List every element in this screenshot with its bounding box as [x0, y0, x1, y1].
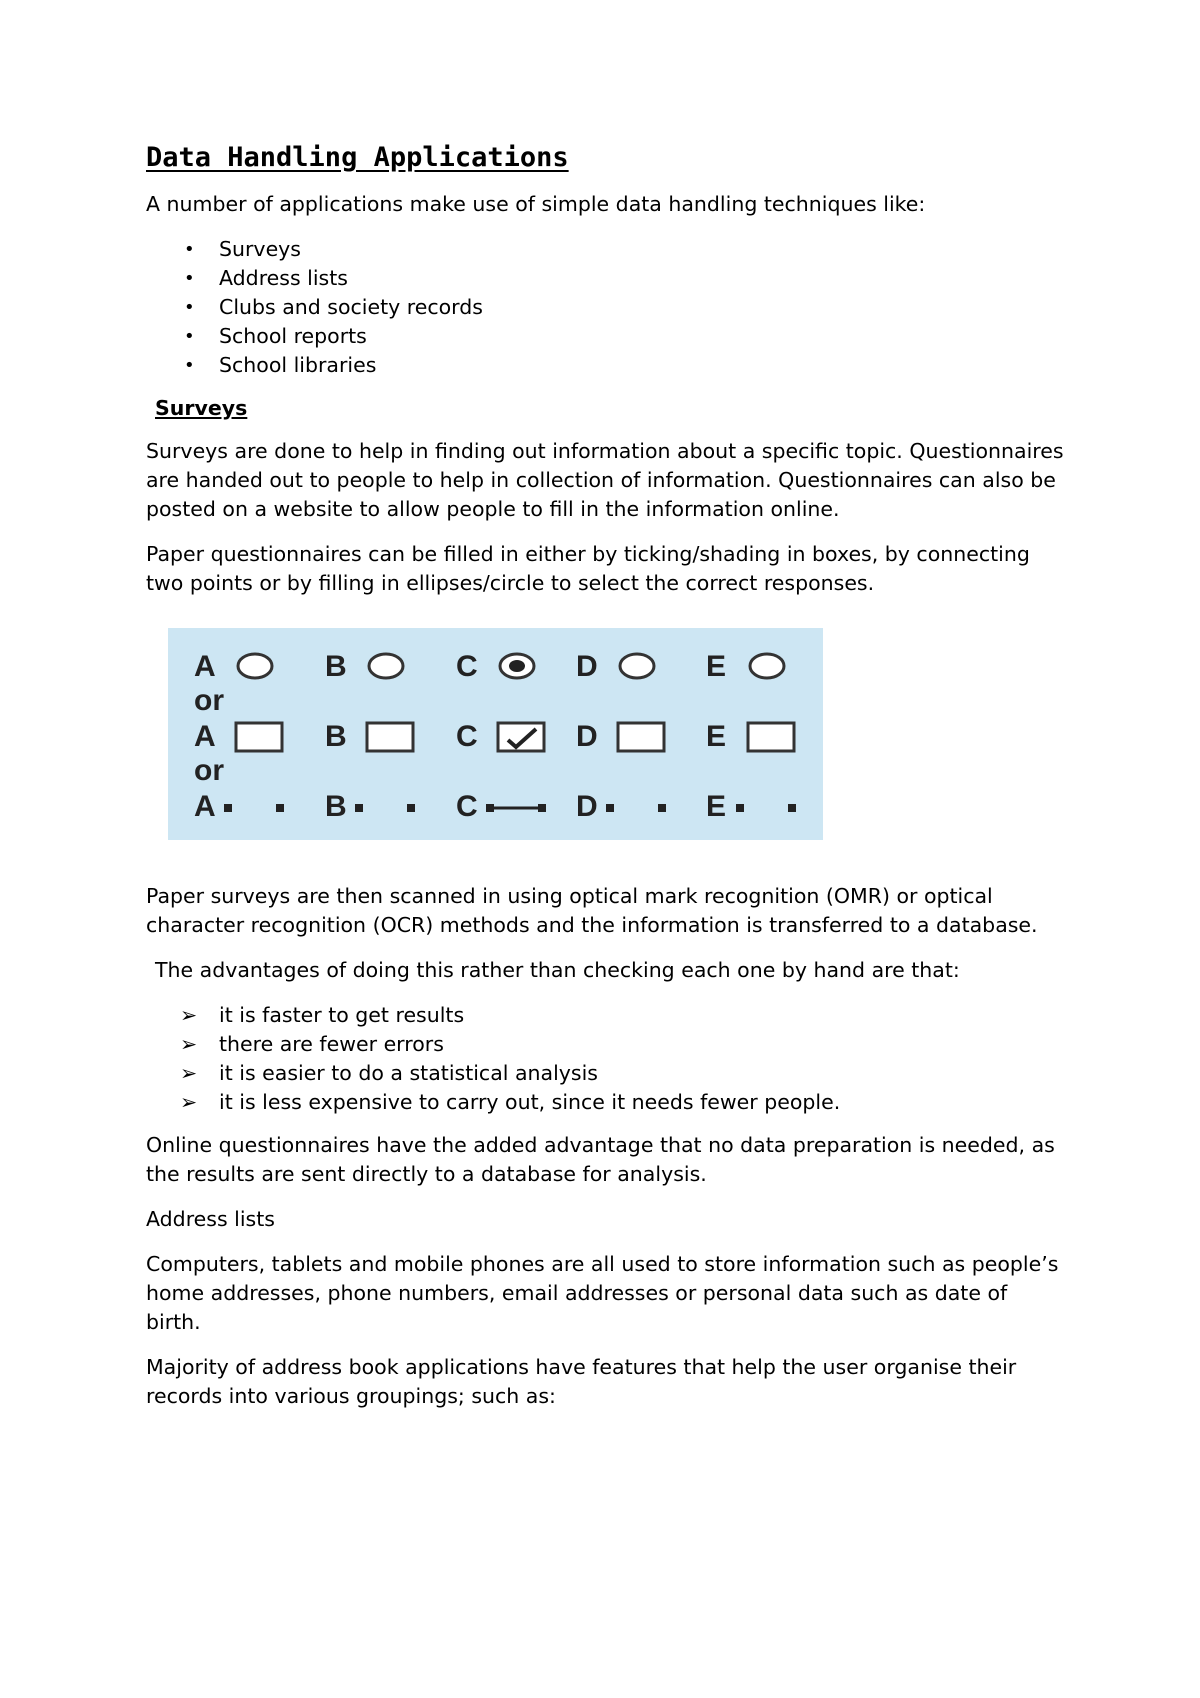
option-point [276, 804, 284, 812]
option-label: E [706, 720, 727, 753]
option-box [498, 723, 544, 751]
list-item: • Clubs and society records [146, 293, 1066, 322]
or-label: or [194, 684, 224, 717]
option-label: B [325, 650, 347, 683]
intro-paragraph: A number of applications make use of simple data handling techniques like: [146, 192, 926, 216]
option-label: D [576, 650, 598, 683]
list-item: • Address lists [146, 264, 1066, 293]
bullet-icon: • [184, 326, 195, 347]
arrow-bullet-icon: ➢ [180, 1090, 198, 1114]
option-point [407, 804, 415, 812]
option-circle [750, 654, 784, 678]
option-label: A [194, 720, 216, 753]
list-item: • School reports [146, 322, 1066, 351]
surveys-heading: Surveys [155, 396, 248, 420]
option-label: C [456, 650, 478, 683]
arrow-bullet-icon: ➢ [180, 1032, 198, 1056]
option-label: C [456, 790, 478, 823]
page-title: Data Handling Applications [146, 142, 569, 173]
questionnaire-examples-figure [168, 628, 823, 840]
option-label: B [325, 790, 347, 823]
or-label: or [194, 754, 224, 787]
option-point [224, 804, 232, 812]
option-box [236, 723, 282, 751]
surveys-paragraph-1: Surveys are done to help in finding out information about a specific topic. Questionnaires are handed out to people to help in collection of information. Questionnaires can also be posted on a website to allow people to fill in the information online. [146, 439, 1064, 521]
option-point [355, 804, 363, 812]
option-circle [369, 654, 403, 678]
option-label: D [576, 720, 598, 753]
address-heading: Address lists [146, 1207, 275, 1231]
option-box [367, 723, 413, 751]
option-point [736, 804, 744, 812]
option-label: A [194, 650, 216, 683]
option-circle [238, 654, 272, 678]
filled-circle-mark [509, 660, 525, 672]
surveys-paragraph-2: Paper questionnaires can be filled in either by ticking/shading in boxes, by connecting two points or by filling in ellipses/circle to select the correct responses. [146, 542, 1030, 595]
option-box [748, 723, 794, 751]
questionnaire-examples-svg [168, 628, 823, 840]
option-point [538, 804, 546, 812]
option-box [618, 723, 664, 751]
option-point [658, 804, 666, 812]
list-item: ➢ it is less expensive to carry out, since it needs fewer people. [146, 1088, 1066, 1117]
option-label: E [706, 650, 727, 683]
option-point [788, 804, 796, 812]
address-paragraph-2: Majority of address book applications have features that help the user organise their records into various groupings; such as: [146, 1355, 1017, 1408]
option-label: E [706, 790, 727, 823]
online-paragraph: Online questionnaires have the added advantage that no data preparation is needed, as the results are sent directly to a database for analysis. [146, 1133, 1055, 1186]
list-item: • Surveys [146, 235, 1066, 264]
advantages-list [146, 1001, 1066, 1117]
list-item: • School libraries [146, 351, 1066, 380]
advantages-intro: The advantages of doing this rather than checking each one by hand are that: [155, 958, 960, 982]
option-point [486, 804, 494, 812]
bullet-icon: • [184, 239, 195, 260]
list-item: ➢ it is easier to do a statistical analysis [146, 1059, 1066, 1088]
option-label: C [456, 720, 478, 753]
option-label: B [325, 720, 347, 753]
document-page [146, 140, 1066, 1427]
applications-list [146, 235, 1066, 380]
list-item: ➢ there are fewer errors [146, 1030, 1066, 1059]
arrow-bullet-icon: ➢ [180, 1061, 198, 1085]
bullet-icon: • [184, 355, 195, 376]
bullet-icon: • [184, 297, 195, 318]
address-paragraph-1: Computers, tablets and mobile phones are all used to store information such as people’s home addresses, phone numbers, email addresses or personal data such as date of birth. [146, 1252, 1059, 1334]
option-point [606, 804, 614, 812]
option-circle [620, 654, 654, 678]
scan-paragraph: Paper surveys are then scanned in using optical mark recognition (OMR) or optical character recognition (OCR) methods and the information is transferred to a database. [146, 884, 1038, 937]
list-item: ➢ it is faster to get results [146, 1001, 1066, 1030]
option-label: A [194, 790, 216, 823]
bullet-icon: • [184, 268, 195, 289]
arrow-bullet-icon: ➢ [180, 1003, 198, 1027]
option-label: D [576, 790, 598, 823]
